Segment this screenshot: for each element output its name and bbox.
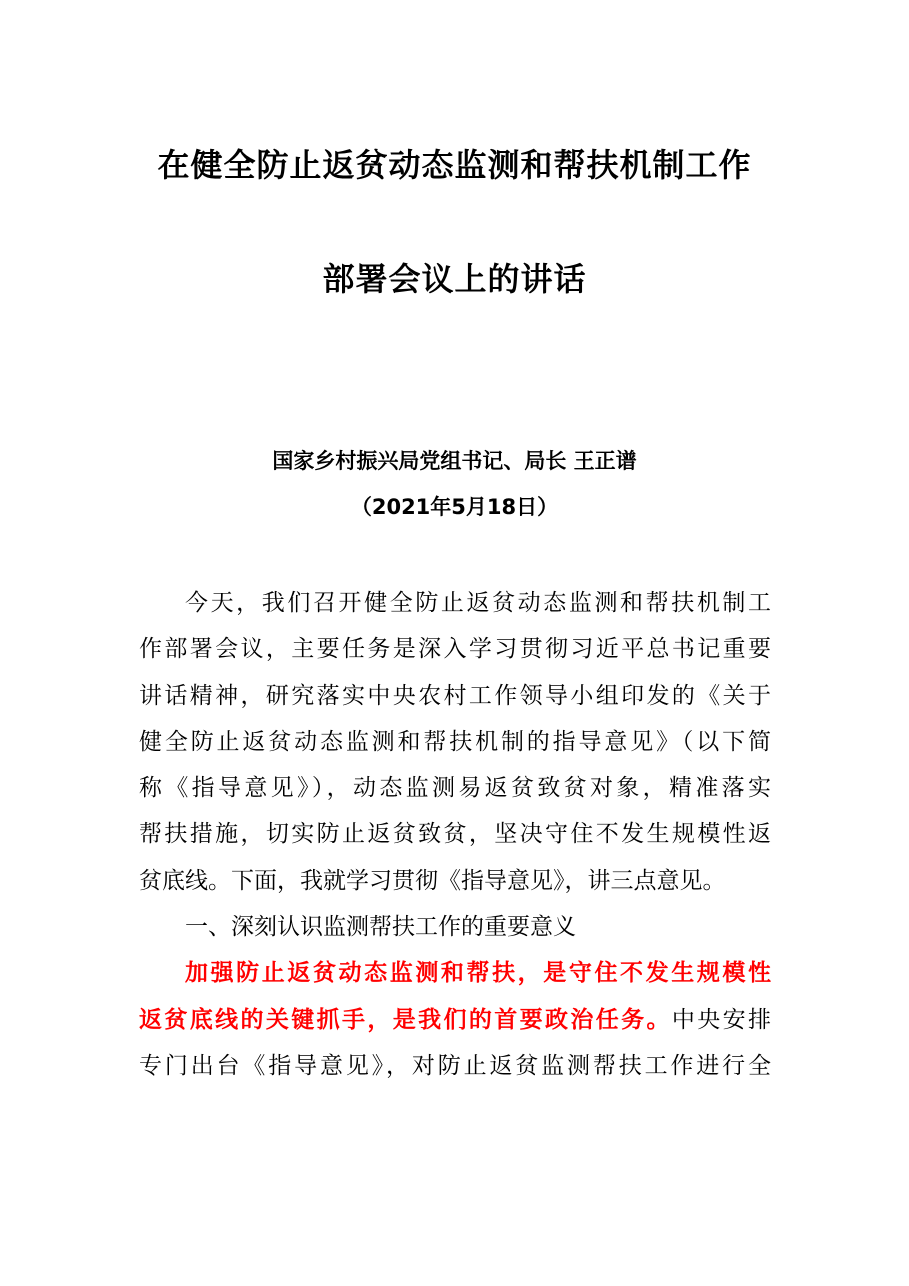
body-line: 今天，我们召开健全防止返贫动态监测和帮扶机制工 <box>185 590 771 616</box>
body-line: 专门出台《指导意见》，对防止返贫监测帮扶工作进行全 <box>139 1052 771 1079</box>
speaker-byline: 国家乡村振兴局党组书记、局长 王正谱 <box>272 449 637 473</box>
speech-body <box>139 580 771 1089</box>
body-line: 健全防止返贫动态监测和帮扶机制的指导意见》（以下简 <box>139 728 771 755</box>
body-line: 讲话精神，研究落实中央农村工作领导小组印发的《关于 <box>139 682 771 709</box>
body-line: 作部署会议，主要任务是深入学习贯彻习近平总书记重要 <box>139 636 771 663</box>
speech-date: （2021年5月18日） <box>350 495 559 519</box>
document-title-line-1: 在健全防止返贫动态监测和帮扶机制工作 <box>157 146 752 184</box>
section-heading-1: 一、深刻认识监测帮扶工作的重要意义 <box>185 914 576 941</box>
mixed-line <box>139 997 771 1043</box>
body-text-inline: 中央安排 <box>671 1006 771 1033</box>
emphasis-text: 返贫底线的关键抓手，是我们的首要政治任务。 <box>139 1006 672 1033</box>
body-line: 帮扶措施，切实防止返贫致贫，坚决守住不发生规模性返 <box>139 821 771 848</box>
document-title-line-2: 部署会议上的讲话 <box>322 260 587 298</box>
body-line: 贫底线。下面，我就学习贯彻《指导意见》，讲三点意见。 <box>139 867 726 894</box>
body-line: 称《指导意见》），动态监测易返贫致贫对象，精准落实 <box>139 775 771 802</box>
emphasis-line: 加强防止返贫动态监测和帮扶，是守住不发生规模性 <box>185 960 771 987</box>
